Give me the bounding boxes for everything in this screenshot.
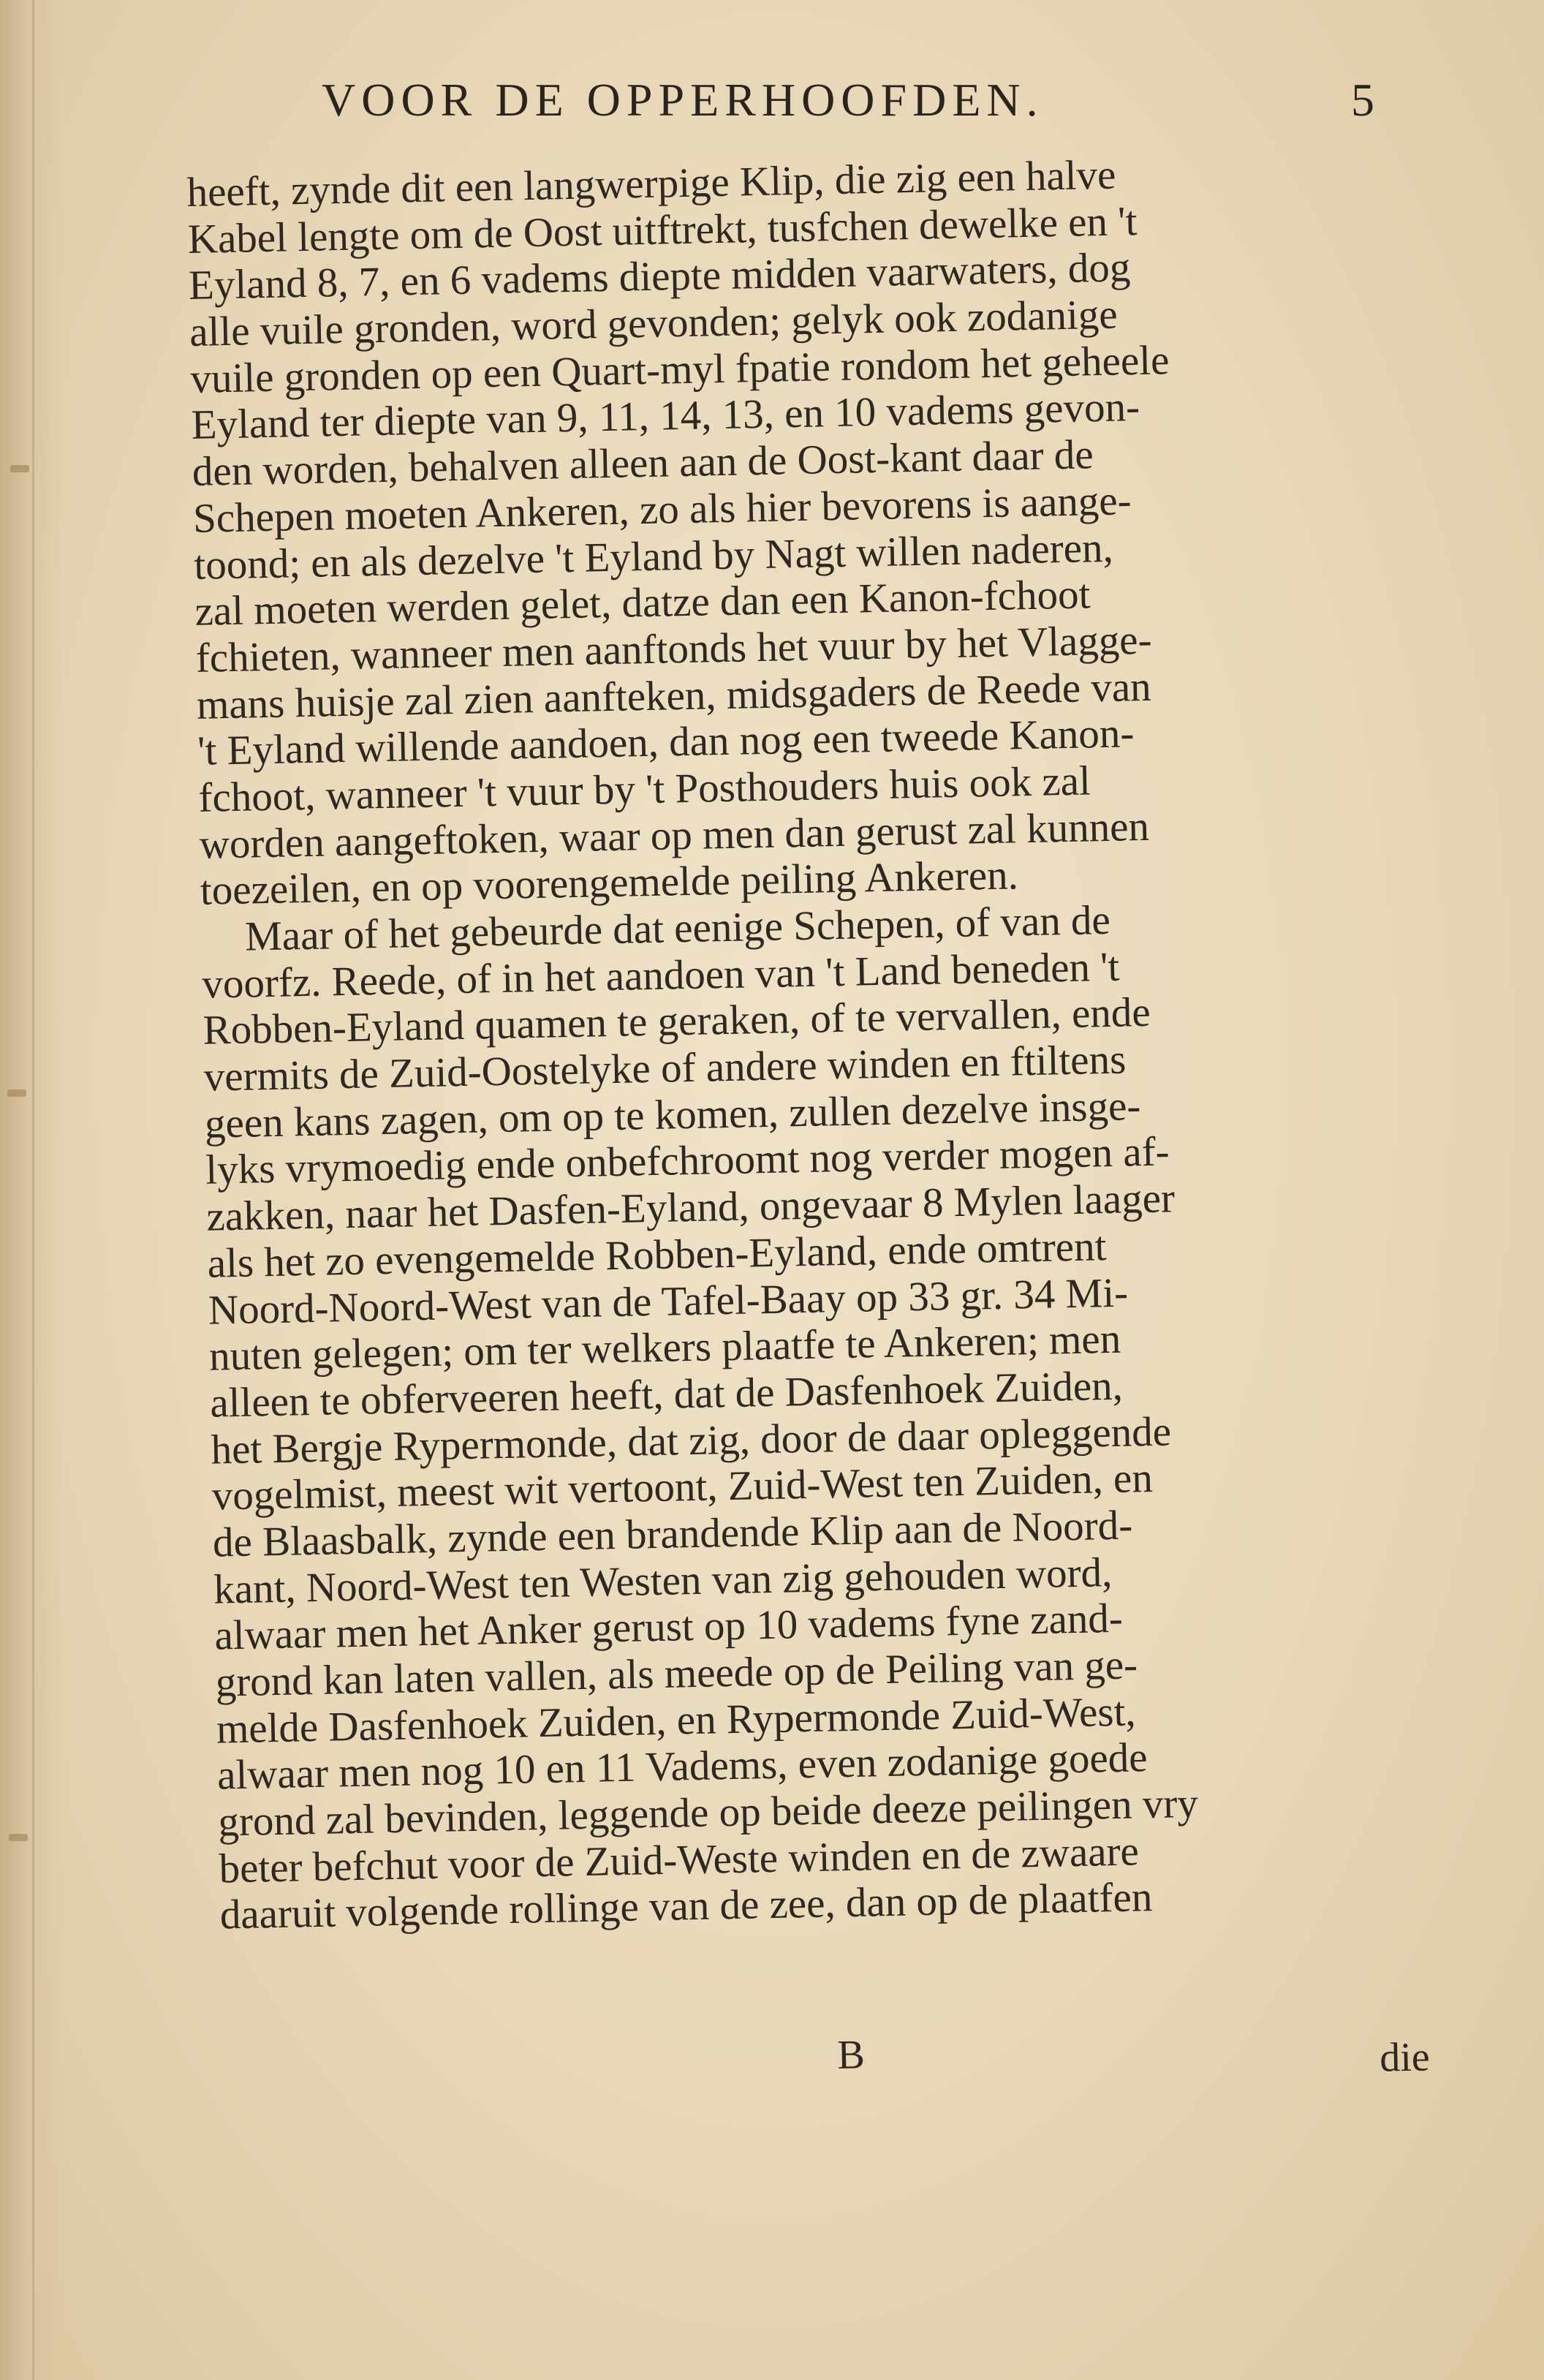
- text-line: Robben-Eyland quamen te geraken, of te vervallen, ende: [203, 989, 1151, 1054]
- text-line: voorfz. Reede, of in het aandoen van 't Land beneden 't: [201, 943, 1120, 1008]
- text-line: alle vuile gronden, word gevonden; gelyk ook zodanige: [189, 291, 1119, 356]
- text-line: als het zo evengemelde Robben-Eyland, ende omtrent: [207, 1223, 1107, 1287]
- text-line: de Blaasbalk, zynde een brandende Klip aan de Noord-: [212, 1502, 1133, 1566]
- text-line: worden aangeftoken, waar op men dan gerust zal kunnen: [199, 803, 1150, 868]
- text-line: den worden, behalven alleen aan de Oost-kant daar de: [192, 431, 1094, 496]
- text-line: alwaar men nog 10 en 11 Vadems, even zodanige goede: [216, 1734, 1148, 1799]
- paragraph-start-line: Maar of het gebeurde dat eenige Schepen, of van de: [244, 896, 1111, 960]
- running-title: VOOR DE OPPERHOOFDEN.: [322, 74, 1044, 126]
- text-line: Noord-Noord-West van de Tafel-Baay op 33 gr. 34 Mi-: [208, 1269, 1129, 1334]
- text-line: het Bergje Rypermonde, dat zig, door de daar opleggende: [211, 1408, 1172, 1473]
- text-line: alleen te obferveeren heeft, dat de Dasfenhoek Zuiden,: [209, 1362, 1124, 1427]
- text-line: grond kan laten vallen, als meede op de Peiling van ge-: [215, 1642, 1138, 1706]
- text-line: Kabel lengte om de Oost uitftrekt, tusfchen dewelke en 't: [187, 197, 1138, 262]
- text-line: 't Eyland willende aandoen, dan nog een tweede Kanon-: [197, 710, 1135, 775]
- text-line: zakken, naar het Dasfen-Eyland, ongevaar 8 Mylen laager: [205, 1175, 1176, 1240]
- text-line: melde Dasfenhoek Zuiden, en Rypermonde Zuid-West,: [216, 1688, 1137, 1753]
- binding-thread-mark: [10, 465, 29, 472]
- text-line: Eyland 8, 7, en 6 vadems diepte midden vaarwaters, dog: [188, 244, 1131, 309]
- text-line: fchoot, wanneer 't vuur by 't Posthouders huis ook zal: [197, 758, 1091, 821]
- text-line: grond zal bevinden, leggende op beide deeze peilingen vry: [217, 1780, 1199, 1846]
- running-header: [322, 73, 1374, 139]
- text-line: Eyland ter diepte van 9, 11, 14, 13, en 10 vadems gevon-: [191, 384, 1140, 449]
- text-line: Schepen moeten Ankeren, zo als hier bevorens is aange-: [192, 477, 1132, 542]
- text-line: nuten gelegen; om ter welkers plaatfe te Ankeren; men: [208, 1315, 1121, 1380]
- text-line: zal moeten werden gelet, datze dan een Kanon-fchoot: [194, 571, 1091, 635]
- page-footer: [186, 2020, 1430, 2096]
- text-line: toezeilen, en op voorengemelde peiling Ankeren.: [200, 852, 1019, 915]
- text-line: alwaar men het Anker gerust op 10 vadems fyne zand-: [213, 1595, 1124, 1659]
- text-line: mans huisje zal zien aanfteken, midsgaders de Reede van: [196, 663, 1152, 728]
- text-line: vuile gronden op een Quart-myl fpatie rondom het geheele: [189, 336, 1170, 402]
- text-line: heeft, zynde dit een langwerpige Klip, die zig een halve: [186, 151, 1116, 216]
- text-line: fchieten, wanneer men aanftonds het vuur by het Vlagge-: [195, 616, 1153, 681]
- text-line: toond; en als dezelve 't Eyland by Nagt willen naderen,: [193, 524, 1114, 589]
- page-number: 5: [1351, 74, 1374, 126]
- text-line: lyks vrymoedig ende onbefchroomt nog verder mogen af-: [205, 1128, 1170, 1194]
- catchword: die: [1379, 2034, 1431, 2081]
- text-line: daaruit volgende rollinge van de zee, dan op de plaatfen: [219, 1874, 1153, 1938]
- text-line: vogelmist, meest wit vertoont, Zuid-West ten Zuiden, en: [211, 1455, 1154, 1519]
- text-line: geen kans zagen, om op te komen, zullen dezelve insge-: [204, 1082, 1141, 1147]
- binding-edge: [32, 0, 34, 2380]
- text-line: beter befchut voor de Zuid-Weste winden en de zwaare: [219, 1828, 1140, 1892]
- binding-thread-mark: [7, 1089, 26, 1097]
- text-line: vermits de Zuid-Oostelyke of andere winden en ftiltens: [203, 1036, 1127, 1100]
- body-text: [186, 146, 1463, 1938]
- text-line: kant, Noord-West ten Westen van zig gehouden word,: [213, 1549, 1113, 1613]
- binding-thread-mark: [9, 1834, 28, 1841]
- signature-mark: B: [836, 2032, 866, 2078]
